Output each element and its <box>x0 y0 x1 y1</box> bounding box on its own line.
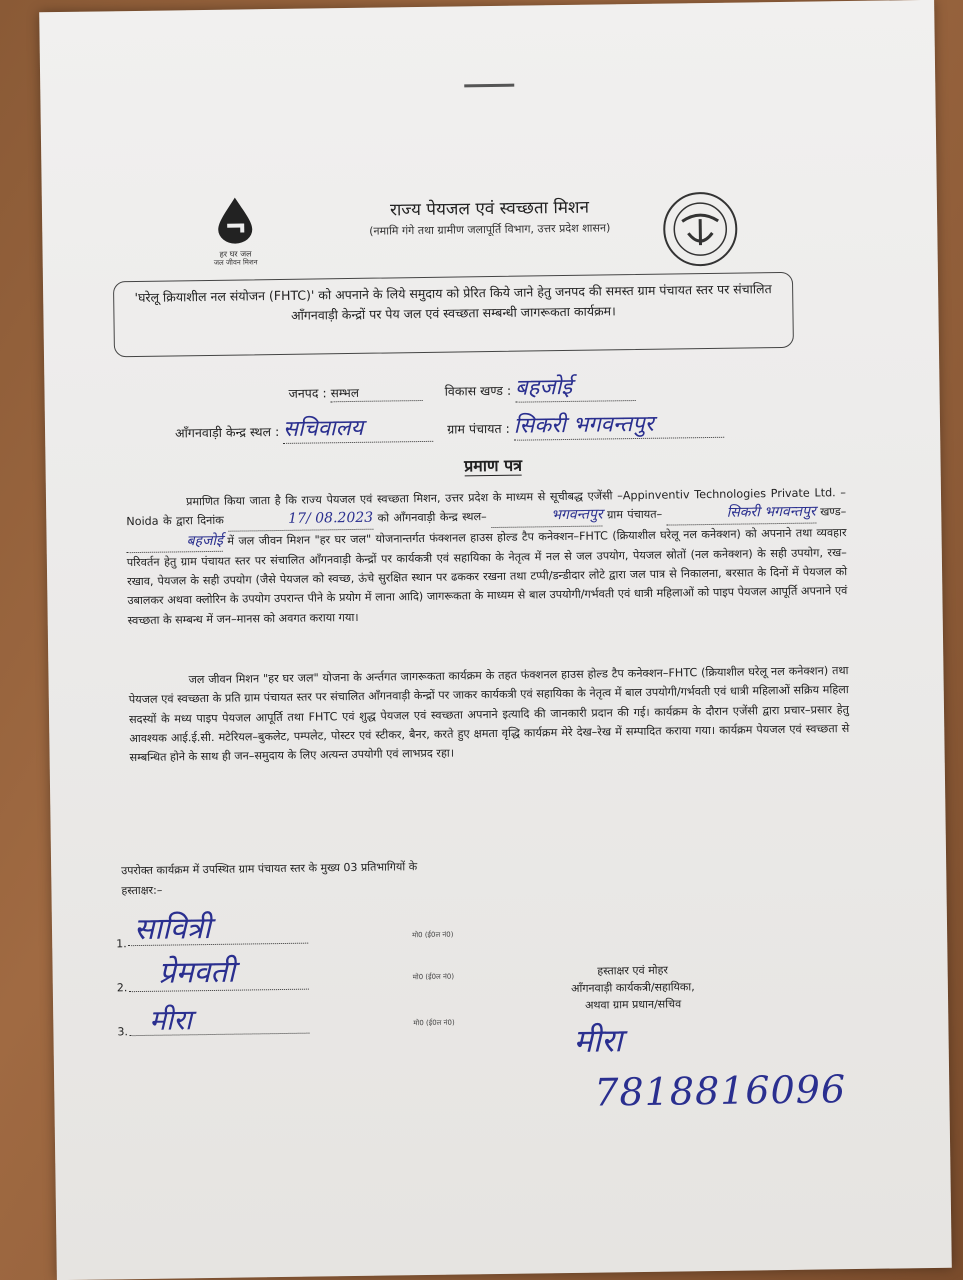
janpad-value: सम्भल <box>331 383 423 402</box>
participant-3-signature: मीरा <box>149 1003 193 1037</box>
document-page <box>39 0 952 1280</box>
participant-1-num: 1. <box>116 937 127 951</box>
paragraph-2: जल जीवन मिशन "हर घर जल" योजना के अर्न्तगत जागरूकता कार्यक्रम के तहत फंक्शनल हाउस होल्ड टैप कनेक्शन–FHTC (क्रियाशील घरेलू नल कनेक्शन) तथा पेयजल एवं स्वच्छता के प्रति ग्राम पंचायत स्तर पर संचालित आँगनवाड़ी केन्द्रों पर जाकर कार्यकत्री एवं सहायिका के नेतृत्व में बाल उपयोगी/गर्भवती एवं धात्री महिलाओं सक्रिय महिला सदस्यों के मध्य पाइप पेयजल आपूर्ति तथा FHTC एवं शुद्ध पेयजल एवं स्वच्छता अपनाने इत्यादि की जानकारी प्रदान की गई। कार्यक्रम के दौरान एजेंसी द्वारा प्रचार–प्रसार हेतु आवश्यक आई.ई.सी. मटेरियल–बुकलेट, पम्पलेट, पोस्टर एवं स्टीकर, बैनर, करते हुए क्षमता वृद्धि कार्यक्रम मेरे देख–रेख में सम्पादित कराया गया। कार्यक्रम पेयजल एवं स्वच्छता से सम्बन्धित होने के साथ ही जन–समुदाय के लिए अत्यन्त उपयोगी एवं लाभप्रद रहा। <box>128 664 850 765</box>
gram-label: ग्राम पंचायत : <box>447 420 510 437</box>
anganwadi-row <box>175 407 724 446</box>
participant-2-signature: प्रेमवती <box>158 954 236 991</box>
participant-3-mobile: मो0 (ई0ल नं0) <box>413 1018 455 1028</box>
para1-text-d: खण्ड– <box>820 505 847 519</box>
janpad-row <box>288 370 635 406</box>
para1-text-e: में जल जीवन मिशन "हर घर जल" योजनान्तर्गत फंक्शनल हाउस होल्ड टैप कनेक्शन–FHTC (क्रियाशील घरेलू नल कनेक्शन) को अपनाने तथा व्यवहार परिवर्तन हेतु ग्राम पंचायत स्तर पर संचालित आँगनवाड़ी केन्द्रों पर कार्यकत्री एवं सहायिका के नेतृत्व में नल से जल उपयोग, पेयजल स्रोतों (नल कनेक्शन) के सही उपयोग, रख–रखाव, पेयजल के सही उपयोग (जैसे पेयजल को स्वच्छ, ऊंचे सुरक्षित स्थान पर ढककर रखना तथा टप्पी/डन्डीदार लोटे द्वारा जल पात्र से निकालना, बरसात के दिनों में पेयजल को उबालकर अथवा क्लोरिन के उपयोग उपरान्त पीने के प्रयोग में लाना आदि) जागरूकता के माध्यम से बाल उपयोगी/गर्भवती एवं धात्री महिलाओं को पाइप पेयजल आपूर्ति अपनाने एवं स्वच्छता के सम्बन्ध में जन–मानस को अवगत कराया गया। <box>126 525 848 627</box>
participants-intro: उपरोक्त कार्यक्रम में उपस्थित ग्राम पंचायत स्तर के मुख्य 03 प्रतिभागियों के <box>121 860 418 878</box>
participant-2-num: 2. <box>116 981 128 995</box>
stamp-line-2: आँगनवाड़ी कार्यकत्री/सहायिका, <box>570 980 695 995</box>
anganwadi-label: आँगनवाड़ी केन्द्र स्थल : <box>174 423 280 441</box>
participant-1-mobile: मो0 (ई0ल नं0) <box>412 930 454 940</box>
top-dash <box>464 84 514 88</box>
signatory-name: मीरा <box>573 1021 623 1060</box>
stamp-block <box>513 960 754 1014</box>
participant-3-num: 3. <box>117 1025 129 1039</box>
para1-text-a: प्रमाणित किया जाता है कि राज्य पेयजल एवं स्वच्छता मिशन, उत्तर प्रदेश के माध्यम से सूचीबद्ध एजेंसी –Appinventiv Technologies Private Ltd. – Noida के द्वारा दिनांक <box>126 486 847 529</box>
signatory-phone: 7818816096 <box>594 1067 847 1115</box>
vikas-value: बहजोई <box>515 370 635 403</box>
gram-value: सिकरी भगवन्तपुर <box>513 407 723 441</box>
janpad-label: जनपद : <box>288 385 327 401</box>
stamp-line-1: हस्ताक्षर एवं मोहर <box>597 963 669 978</box>
para1-text-b: को आँगनवाड़ी केन्द्र स्थल– <box>377 510 487 525</box>
logo-subtext: जल जीवन मिशन <box>213 258 258 267</box>
vikas-label: विकास खण्ड : <box>444 382 512 399</box>
participant-2-mobile: मो0 (ई0ल नं0) <box>412 972 455 982</box>
stamp-line-3: अथवा ग्राम प्रधान/सचिव <box>584 997 682 1012</box>
certificate-title: प्रमाण पत्र <box>463 455 523 476</box>
anganwadi-value: सचिवालय <box>283 411 433 444</box>
participants-intro-2: हस्ताक्षर:– <box>121 883 163 898</box>
paragraph-1 <box>126 483 848 630</box>
program-sthal: भगवन्तपुर <box>491 506 603 528</box>
signature-line-2 <box>129 989 309 993</box>
program-khand: बहजोई <box>126 531 223 553</box>
program-banner: 'घरेलू क्रियाशील नल संयोजन (FHTC)' को अपनाने के लिये समुदाय को प्रेरित किये जाने हेतु जनपद की समस्त ग्राम पंचायत स्तर पर संचालित आँगनवाड़ी केन्द्रों पर पेय जल एवं स्वच्छता सम्बन्धी जागरूकता कार्यक्रम। <box>113 272 794 357</box>
para1-text-c: ग्राम पंचायत– <box>606 507 663 522</box>
program-date: 17/ 08.2023 <box>228 509 373 531</box>
program-gram: सिकरी भगवन्तपुर <box>667 503 816 525</box>
participant-1-signature: सावित्री <box>133 911 212 948</box>
header-title: राज्य पेयजल एवं स्वच्छता मिशन <box>389 197 590 221</box>
logo-text: हर घर जल <box>219 249 252 259</box>
header-subtitle: (नमामि गंगे तथा ग्रामीण जलापूर्ति विभाग, उत्तर प्रदेश शासन) <box>369 221 611 238</box>
